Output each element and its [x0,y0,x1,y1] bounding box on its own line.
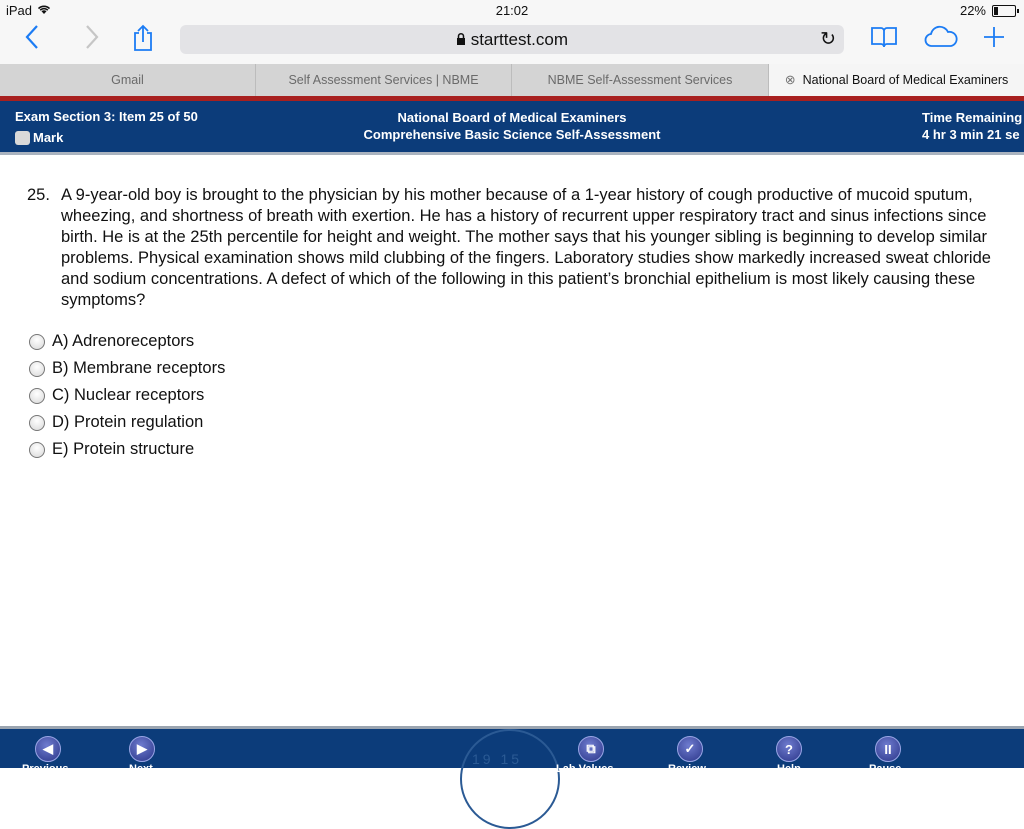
time-remaining-label: Time Remaining [922,110,1023,125]
lab-values-icon[interactable]: ⧉ [578,736,604,762]
close-tab-icon[interactable]: ⊗ [784,72,796,87]
pause-button-label[interactable]: Pause [869,763,902,775]
tab-bar [0,64,1024,96]
time-remaining-value: 4 hr 3 min 21 se [922,127,1020,142]
tab-gmail[interactable] [0,64,256,96]
tab-label: National Board of Medical Examiners [802,73,1009,87]
nbme-seal-watermark [460,729,560,829]
answer-option-b[interactable] [29,355,225,382]
back-icon[interactable] [24,24,40,56]
radio-button[interactable] [29,415,45,431]
answer-label[interactable]: B) Membrane receptors [52,359,226,377]
help-icon[interactable]: ? [776,736,802,762]
exam-title [0,109,1024,143]
tab-label: Gmail [111,73,144,87]
mark-label: Mark [33,130,64,145]
status-bar [0,0,1024,20]
answer-option-e[interactable] [29,436,225,463]
answer-label[interactable]: C) Nuclear receptors [52,386,205,404]
seal-year: 19 15 [472,751,523,767]
browser-toolbar [0,20,1024,64]
exam-name: Comprehensive Basic Science Self-Assessment [363,127,661,142]
battery-percent: 22% [959,3,986,18]
forward-icon[interactable] [84,24,100,56]
question-stem [27,185,1012,311]
question-text: A 9-year-old boy is brought to the physician by his mother because of a 1-year history of cough productive of mucoid sputum, wheezing, and shortness of breath with exertion. He has a history of recurrent upper respiratory tract and sinus infections since birth. He is at the 25th percentile for height and weight. The mother says that his younger sibling is beginning to develop similar problems. Physical examination shows mild clubbing of the fingers. Laboratory studies show markedly increased sweat chloride and sodium concentrations. A defect of which of the following in this patient’s bronchial epithelium is most likely causing these symptoms? [61,186,991,309]
url-text: starttest.com [470,30,569,49]
radio-button[interactable] [29,388,45,404]
radio-button[interactable] [29,334,45,350]
question-number: 25. [27,186,50,204]
help-button-label[interactable]: Help [777,763,801,775]
review-icon[interactable]: ✓ [677,736,703,762]
exam-section-label: Exam Section 3: Item 25 of 50 [15,109,198,124]
answer-option-a[interactable] [29,328,225,355]
time-remaining [922,109,1022,143]
pause-icon[interactable]: II [875,736,901,762]
lock-icon [456,30,471,49]
exam-header [0,101,1024,152]
clock: 21:02 [495,3,529,18]
header-divider [0,152,1024,155]
answer-options [29,328,225,463]
answer-option-d[interactable] [29,409,225,436]
device-name: iPad [6,3,33,18]
battery-icon [992,5,1016,17]
status-right [960,3,1016,18]
share-icon[interactable] [132,24,154,58]
url-display[interactable] [180,30,844,50]
next-icon[interactable]: ▶ [129,736,155,762]
tab-label: NBME Self-Assessment Services [547,73,733,87]
reload-icon[interactable]: ↻ [820,29,836,50]
answer-label[interactable]: D) Protein regulation [52,413,204,431]
exam-footer [0,729,1024,775]
answer-label[interactable]: E) Protein structure [52,440,195,458]
tab-nbme-self-assessment[interactable] [512,64,769,96]
previous-icon[interactable]: ◀ [35,736,61,762]
radio-button[interactable] [29,361,45,377]
next-button-label[interactable]: Next [129,763,153,775]
answer-label[interactable]: A) Adrenoreceptors [52,332,195,350]
tab-self-assessment-services[interactable] [256,64,512,96]
radio-button[interactable] [29,442,45,458]
bookmarks-icon[interactable] [870,24,898,56]
address-bar[interactable] [180,25,844,54]
tab-label: Self Assessment Services | NBME [288,73,479,87]
review-button-label[interactable]: Review [668,763,706,775]
previous-button-label[interactable]: Previous [22,763,69,775]
icloud-tabs-icon[interactable] [923,24,959,56]
new-tab-icon[interactable] [982,24,1006,56]
lab-values-button-label[interactable]: Lab Values [556,763,614,775]
tab-nbme-active[interactable] [769,64,1024,96]
org-name: National Board of Medical Examiners [397,110,627,125]
answer-option-c[interactable] [29,382,225,409]
